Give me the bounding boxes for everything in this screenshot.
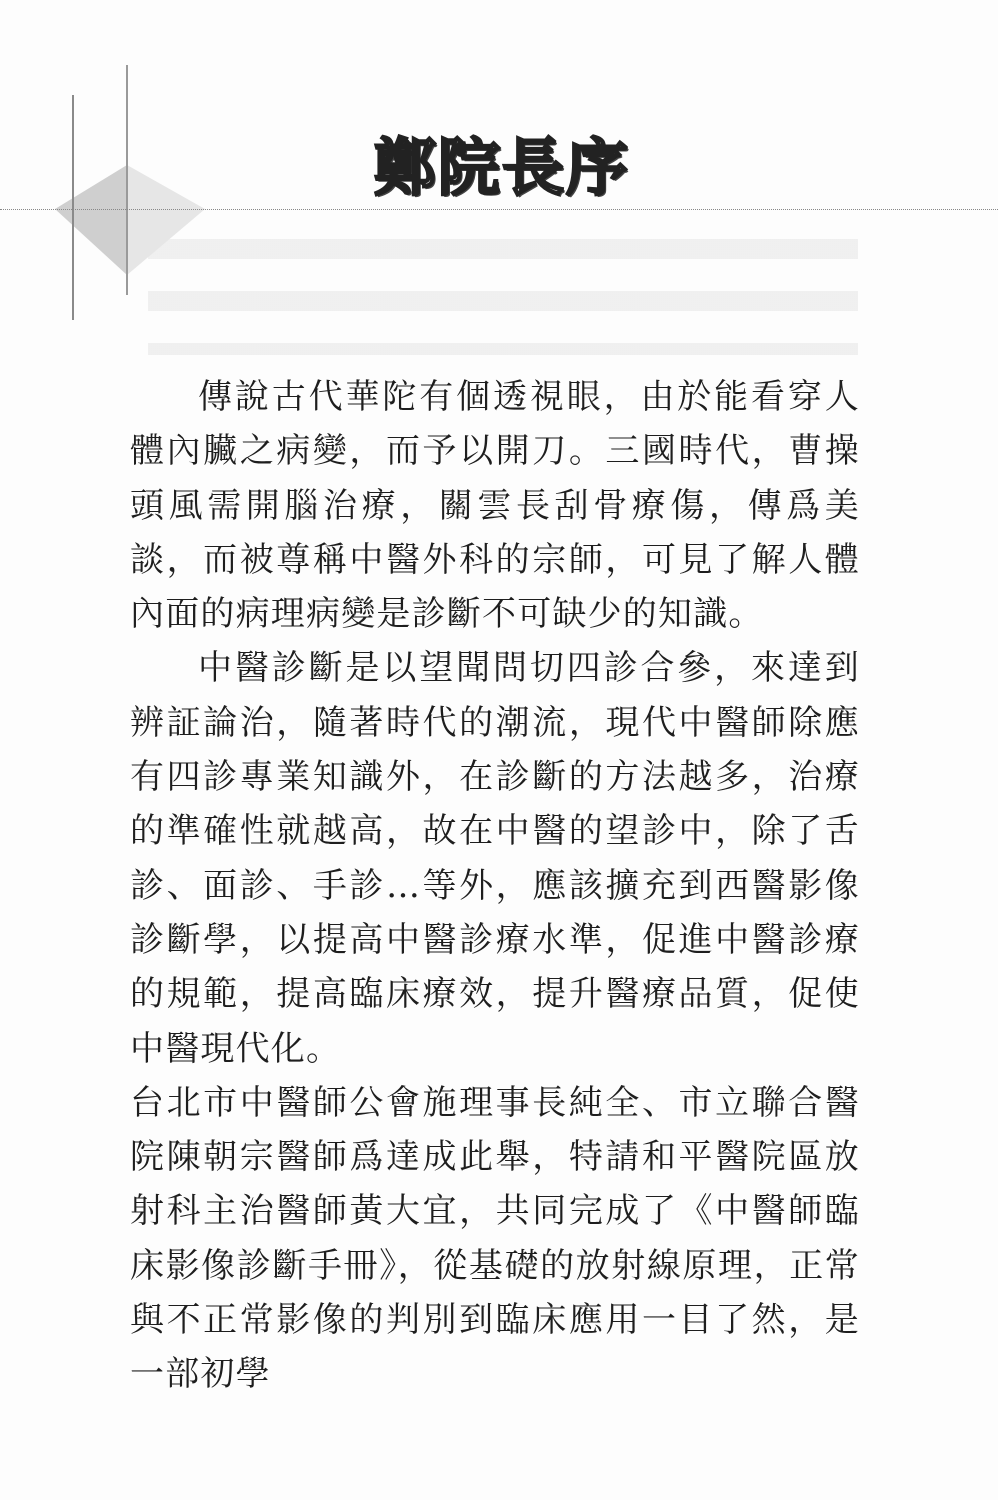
paragraph: 傳說古代華陀有個透視眼，由於能看穿人體內臟之病變，而予以開刀。三國時代，曹操頭風需開腦治療，關雲長刮骨療傷，傳爲美談，而被尊稱中醫外科的宗師，可見了解人體內面的病理病變是診斷不可缺少的知識。 [130, 377, 860, 635]
page-title: 鄭院長序 [373, 130, 630, 204]
decorative-vertical-line [126, 65, 128, 295]
paragraph: 中醫診斷是以望聞問切四診合參，來達到辨証論治，隨著時代的潮流，現代中醫師除應有四診專業知識外，在診斷的方法越多，治療的準確性就越高，故在中醫的望診中，除了舌診、面診、手診…等外，應該擴充到西醫影像診斷學，以提高中醫診療水準，促進中醫診療的規範，提高臨床療效，提升醫療品質，促使中醫現代化。 [130, 648, 860, 1069]
paragraph: 台北市中醫師公會施理事長純全、市立聯合醫院陳朝宗醫師爲達成此舉，特請和平醫院區放射科主治醫師黃大宜，共同完成了《中醫師臨床影像診斷手冊》，從基礎的放射線原理，正常與不正常影像的判別到臨床應用一目了然，是一部初學 [130, 1082, 860, 1395]
preface-body [130, 370, 860, 1402]
decorative-dotted-rule [0, 209, 998, 210]
corner-decoration-icon [55, 165, 205, 275]
decorative-vertical-line [72, 95, 74, 320]
bleed-through-text [148, 225, 858, 355]
